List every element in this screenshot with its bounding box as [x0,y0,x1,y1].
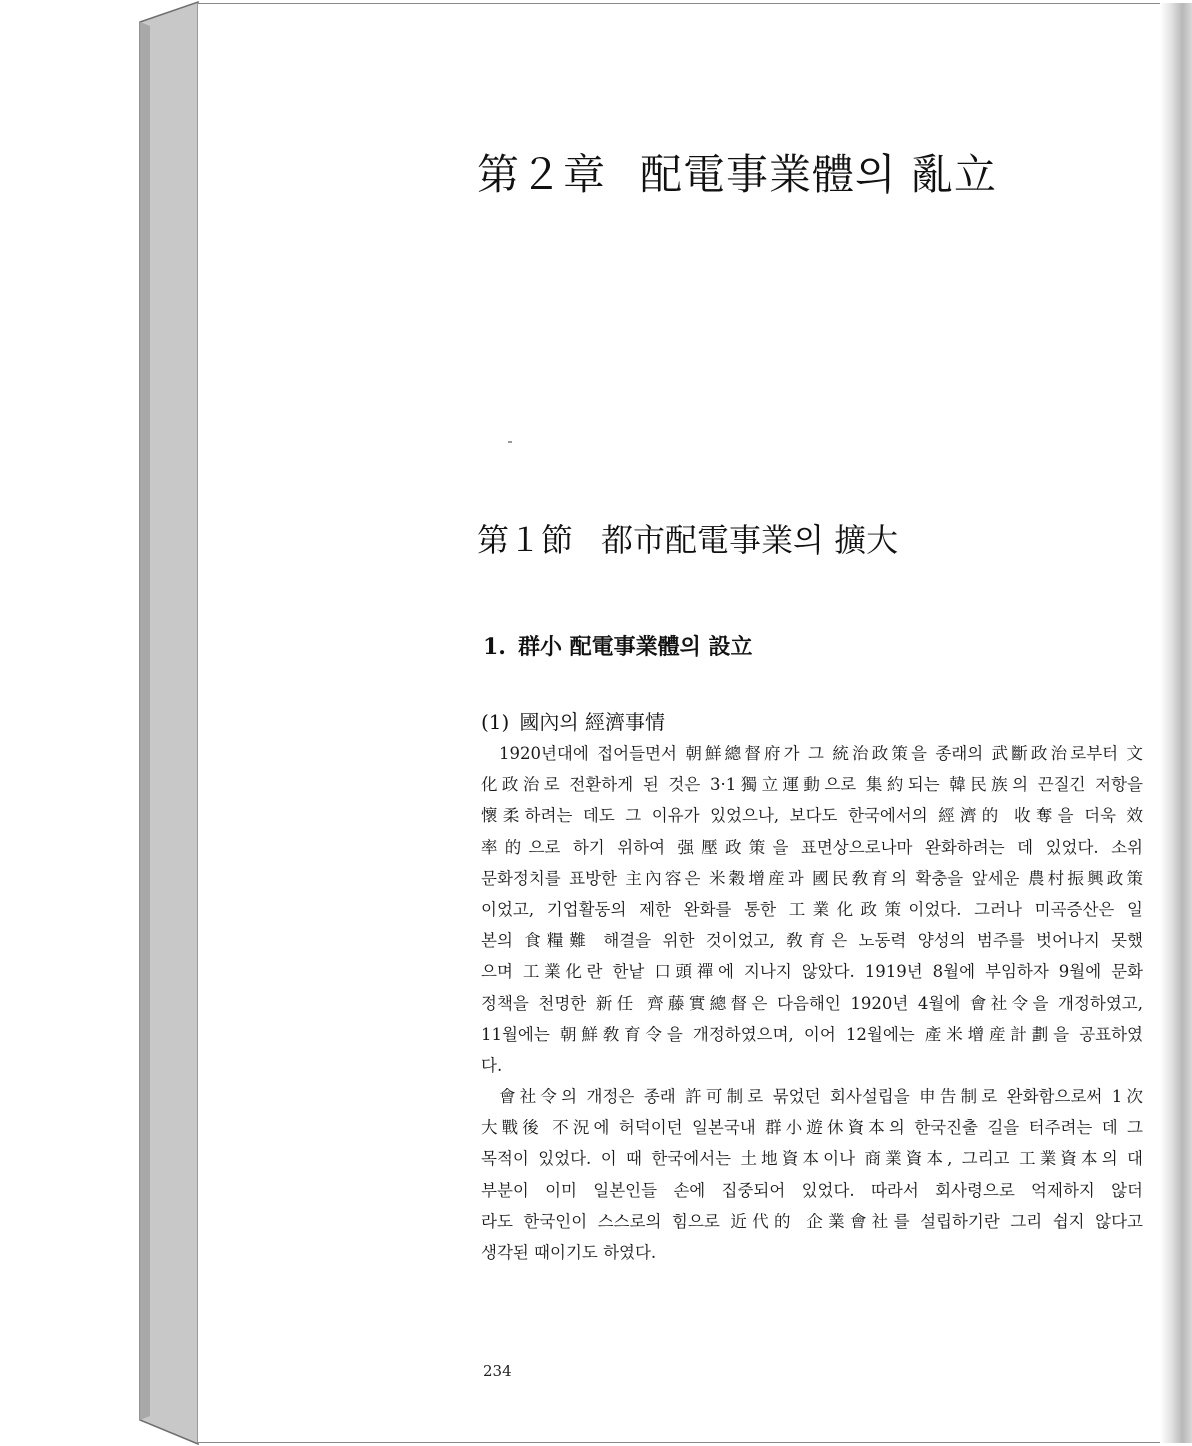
paragraph-line: 11월에는 朝鮮敎育令을 개정하였으며, 이어 12월에는 產米增産計劃을 공표하였 [481,1024,1143,1044]
subsubsection-number: (1) [481,710,510,734]
section-number: 第１節 [477,521,574,559]
page-number: 234 [483,1362,512,1380]
section-name: 都市配電事業의 擴大 [601,521,899,559]
paragraph-line: 생각된 때이기도 하였다. [481,1243,657,1262]
paragraph-line: 정책을 천명한 新任 齊藤實總督은 다음해인 1920년 4월에 會社令을 개정하였고, [481,993,1143,1013]
scan-speck [508,441,512,443]
paragraph-line: 化政治로 전환하게 된 것은 3·1獨立運動으로 集約되는 韓民族의 끈질긴 저항을 [481,775,1143,795]
paragraph-line: 懷柔하려는 데도 그 이유가 있었으나, 보다도 한국에서의 經濟的 收奪을 더욱 效 [481,806,1143,826]
paragraph-line: 이었고, 기업활동의 제한 완화를 통한 工業化政策이었다. 그러나 미곡증산은 일 [481,899,1143,919]
paragraph-2 [481,1081,1143,1268]
subsubsection-title [481,706,665,735]
paragraph-line: 문화정치를 표방한 主內容은 米穀增産과 國民敎育의 확충을 앞세운 農村振興政策 [481,868,1143,888]
subsection-title [483,630,753,661]
paragraph-line: 라도 한국인이 스스로의 힘으로 近代的 企業會社를 설립하기란 그리 쉽지 않다고 [481,1211,1143,1231]
paragraph-line: 다. [481,1055,503,1075]
chapter-number: 第２章 [477,150,607,199]
paragraph-line: 會社令의 개정은 종래 許可制로 묶었던 회사설립을 申告制로 완화함으로써 1次 [499,1087,1143,1107]
paragraph-line: 大戰後 不況에 허덕이던 일본국내 群小遊休資本의 한국진출 길을 터주려는 데 그 [481,1118,1143,1138]
section-title [477,515,898,561]
paragraph-line: 으며 工業化란 한낱 口頭禪에 지나지 않았다. 1919년 8월에 부임하자 9월에 문화 [481,962,1143,982]
paragraph-line: 부분이 이미 일본인들 손에 집중되어 있었다. 따라서 회사령으로 억제하지 않더 [481,1180,1143,1200]
paragraph-line: 본의 食糧難 해결을 위한 것이었고, 敎育은 노동력 양성의 범주를 벗어나지 못했 [481,931,1143,951]
body-text [481,738,1143,1268]
subsubsection-name: 國內의 經濟事情 [519,710,666,734]
paragraph-line: 1920년대에 접어들면서 朝鮮總督府가 그 統治政策을 종래의 武斷政治로부터 文 [499,744,1143,763]
subsection-name: 群小 配電事業體의 設立 [517,634,753,660]
paragraph-1 [481,738,1143,1081]
chapter-title [477,142,997,202]
chapter-name: 配電事業體의 亂立 [640,150,997,199]
paragraph-line: 목적이 있었다. 이 때 한국에서는 土地資本이나 商業資本, 그리고 工業資本의 대 [481,1149,1143,1169]
book-spine [138,0,200,1446]
page-edge-shadow [1160,3,1192,1443]
paragraph-line: 率的으로 하기 위하여 强壓政策을 표면상으로나마 완화하려는 데 있었다. 소위 [481,837,1143,857]
subsection-number: 1. [483,634,506,660]
